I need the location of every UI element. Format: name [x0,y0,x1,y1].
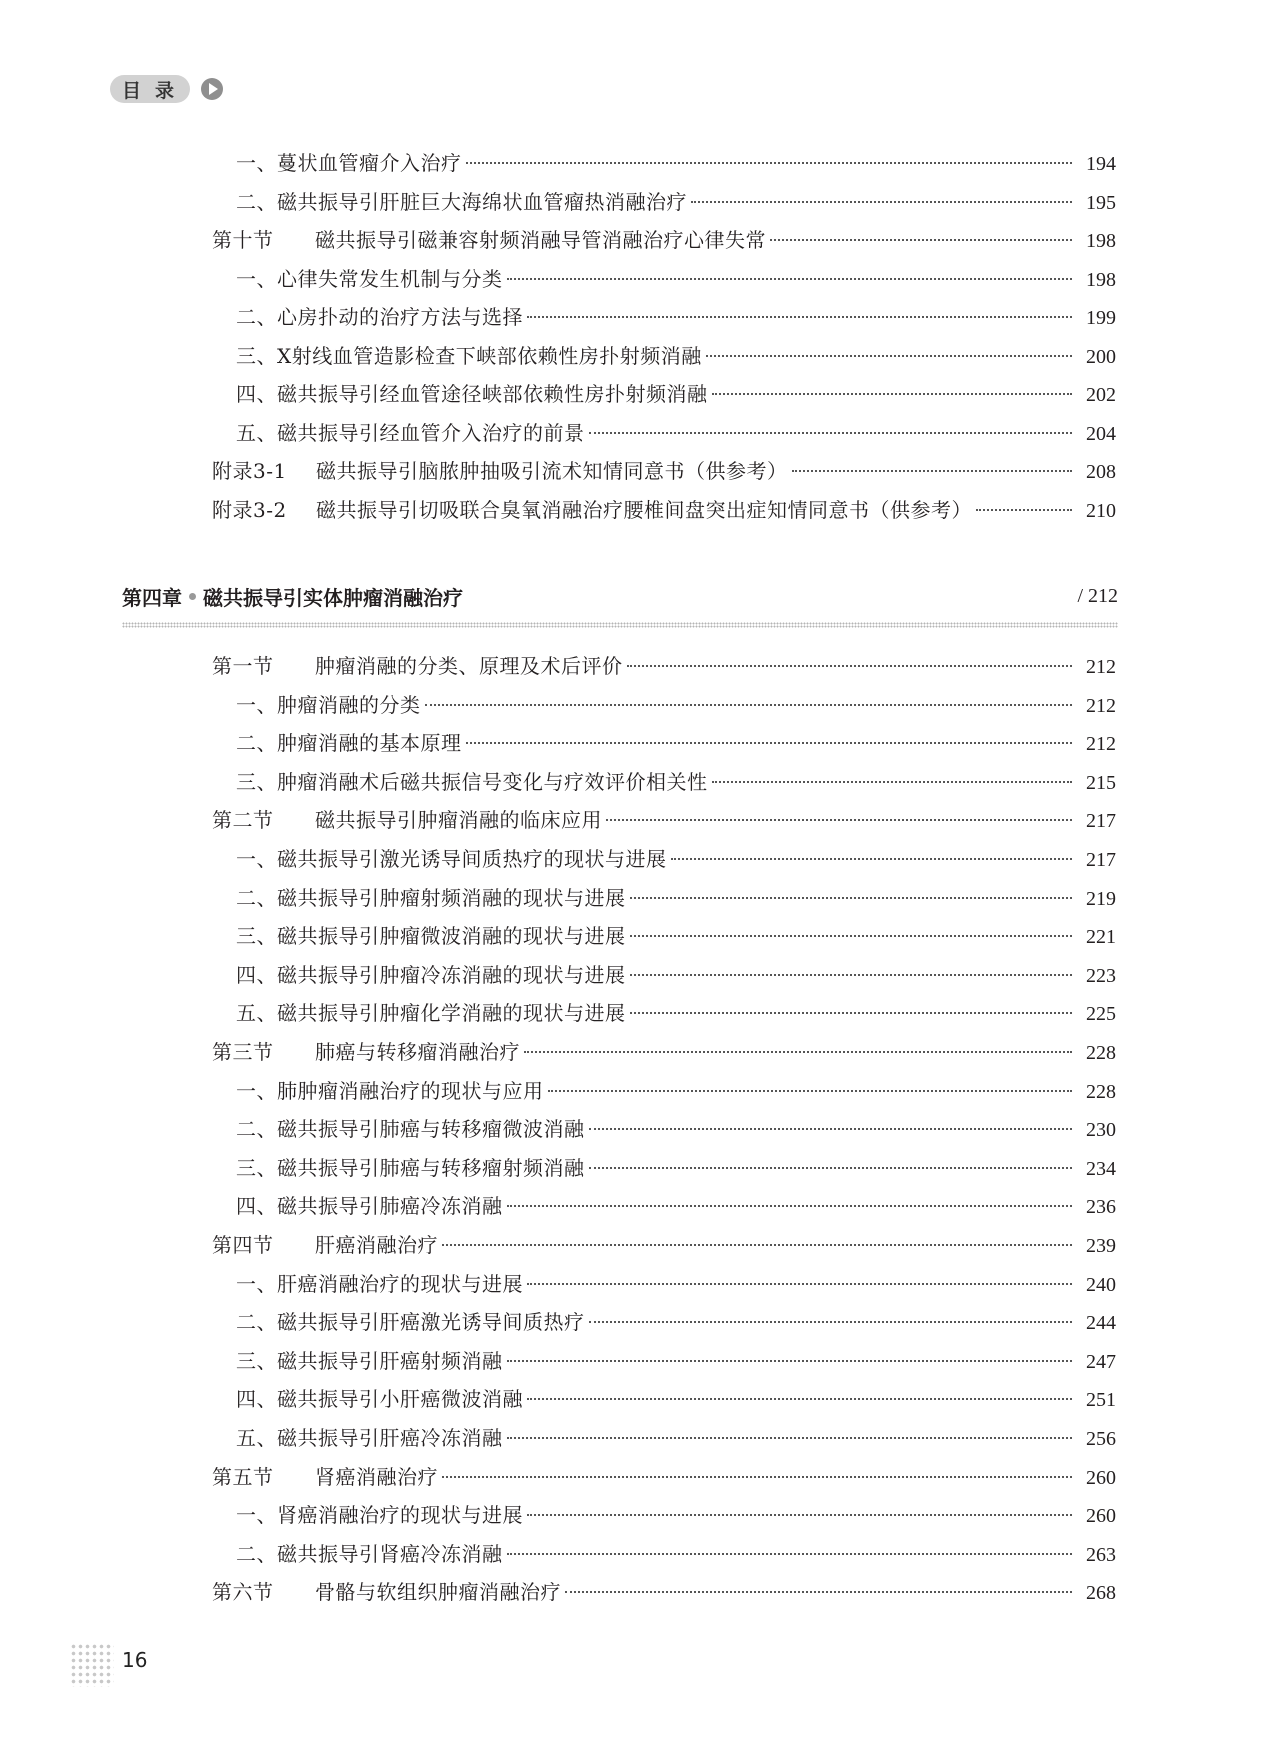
toc-entry-title [236,341,702,371]
toc-entry-page: 228 [1086,1080,1116,1103]
toc-header-label: 目录 [110,75,190,103]
toc-entry-number: 第三节 [212,1040,274,1064]
toc-entry-page: 198 [1086,268,1116,291]
toc-entry-text: 磁共振导引切吸联合臭氧消融治疗腰椎间盘突出症知情同意书（供参考） [316,497,972,522]
toc-entry-number: 附录3-1 [212,459,287,483]
toc-entry-title [236,844,667,874]
page-number: 16 [122,1648,148,1672]
toc-entry[interactable] [0,998,1280,1028]
toc-entry-text: 二、磁共振导引肾癌冷冻消融 [236,1541,503,1566]
toc-entry-text: 一、肝癌消融治疗的现状与进展 [236,1271,523,1296]
toc-entry[interactable] [0,187,1280,217]
toc-entry-page: 239 [1086,1235,1116,1257]
toc-entry[interactable] [0,1114,1280,1144]
toc-entry-title [236,1500,523,1530]
toc-entry[interactable] [0,1076,1280,1106]
toc-entry-text: 三、X射线血管造影检查下峡部依赖性房扑射频消融 [236,343,702,368]
toc-entry[interactable] [0,456,1280,486]
toc-entry[interactable] [0,960,1280,990]
toc-entry[interactable] [0,1500,1280,1530]
dot-leader [630,897,1073,899]
toc-entry[interactable] [0,1462,1280,1492]
toc-entry[interactable] [0,225,1280,255]
dot-leader [630,1012,1073,1014]
toc-entry-number: 第十节 [212,228,274,252]
toc-entry-title [236,767,708,797]
toc-entry-title [212,225,766,255]
toc-entry-number: 附录3-2 [212,497,287,522]
dot-leader [589,432,1073,434]
toc-entry[interactable] [0,418,1280,448]
toc-entry-page: 195 [1086,191,1116,214]
dot-leader [507,1360,1073,1362]
chapter-title: 磁共振导引实体肿瘤消融治疗 [203,585,463,610]
dot-leader [712,781,1073,783]
toc-entry-title [212,495,972,525]
dot-leader [425,704,1073,706]
toc-entry-page: 219 [1086,887,1116,910]
toc-entry-title [236,1114,585,1144]
dot-leader [442,1244,1072,1246]
toc-entry-text: 三、磁共振导引肺癌与转移瘤射频消融 [236,1155,585,1180]
toc-entry-title [236,1191,503,1221]
toc-entry-page: 251 [1086,1389,1116,1412]
toc-entry-page: 199 [1086,307,1116,329]
play-arrow-icon [201,78,223,100]
toc-entry-page: 210 [1086,499,1116,522]
toc-entry-text: 肝癌消融治疗 [315,1233,438,1257]
toc-entry-title [212,456,788,486]
toc-entry-title [236,1423,503,1453]
dot-leader [589,1321,1073,1323]
toc-entry-text: 四、磁共振导引肺癌冷冻消融 [236,1194,503,1219]
toc-entry[interactable] [0,1153,1280,1183]
toc-entry[interactable] [0,844,1280,874]
toc-entry-title [212,1230,438,1260]
toc-entry-text: 肾癌消融治疗 [315,1464,438,1489]
toc-entry-title [212,1577,561,1607]
dot-leader [507,278,1073,280]
toc-entry-page: 240 [1086,1273,1116,1296]
toc-entry[interactable] [0,883,1280,913]
dot-leader [466,162,1073,164]
toc-entry-number: 第四节 [212,1233,274,1257]
toc-entry-title [212,1462,438,1492]
toc-entry-text: 肿瘤消融的分类、原理及术后评价 [315,654,623,678]
toc-entry-text: 磁共振导引磁兼容射频消融导管消融治疗心律失常 [315,228,766,252]
toc-entry[interactable] [0,805,1280,835]
toc-entry-text: 五、磁共振导引肝癌冷冻消融 [236,1426,503,1450]
toc-entry-page: 247 [1086,1350,1116,1373]
toc-entry[interactable] [0,921,1280,951]
dot-leader [507,1437,1073,1439]
toc-entry-text: 三、磁共振导引肝癌射频消融 [236,1348,503,1373]
toc-entry-text: 二、肿瘤消融的基本原理 [236,731,462,756]
toc-entry[interactable] [0,1307,1280,1337]
dot-leader [671,858,1073,860]
dot-leader [527,1398,1072,1400]
toc-entry[interactable] [0,1346,1280,1376]
toc-entry-title [236,418,585,448]
toc-entry-page: 200 [1086,345,1116,368]
toc-entry-text: 肺癌与转移瘤消融治疗 [315,1040,520,1064]
toc-entry[interactable] [0,1577,1280,1607]
dot-leader [527,1514,1072,1516]
toc-entry-title [236,379,708,409]
toc-entry-title [236,1269,523,1299]
toc-entry-number: 第六节 [212,1580,274,1605]
toc-entry[interactable] [0,1539,1280,1569]
toc-entry-title [236,148,462,178]
dot-leader [589,1128,1073,1130]
toc-entry-text: 四、磁共振导引肿瘤冷冻消融的现状与进展 [236,962,626,987]
dot-leader [548,1090,1073,1092]
toc-entry-page: 260 [1086,1466,1116,1489]
toc-entry-text: 五、磁共振导引肿瘤化学消融的现状与进展 [236,1001,626,1026]
toc-entry-page: 228 [1086,1042,1116,1064]
toc-entry-text: 四、磁共振导引经血管途径峡部依赖性房扑射频消融 [236,382,708,406]
footer-dot-pattern [70,1643,114,1687]
dot-leader [466,742,1073,744]
toc-entry-text: 二、磁共振导引肝脏巨大海绵状血管瘤热消融治疗 [236,189,687,214]
toc-entry-title [236,728,462,758]
toc-entry[interactable] [0,1384,1280,1414]
toc-entry-page: 215 [1086,771,1116,794]
chapter-divider [122,622,1118,628]
toc-entry-number: 第五节 [212,1464,274,1489]
toc-entry-page: 244 [1086,1312,1116,1335]
dot-leader [507,1553,1073,1555]
dot-leader [691,201,1072,203]
toc-entry[interactable] [0,767,1280,797]
toc-entry-title [236,187,687,217]
toc-entry-number: 第一节 [212,654,274,678]
toc-entry-text: 二、磁共振导引肝癌激光诱导间质热疗 [236,1310,585,1335]
chapter-number: 第四章 [122,585,182,610]
toc-entry[interactable] [0,264,1280,294]
toc-entry[interactable] [0,651,1280,681]
toc-entry-text: 五、磁共振导引经血管介入治疗的前景 [236,420,585,445]
toc-entry[interactable] [0,1191,1280,1221]
toc-entry-title [236,998,626,1028]
toc-entry-text: 二、心房扑动的治疗方法与选择 [236,305,523,329]
dot-leader [527,1283,1072,1285]
chapter-page: / 212 [1077,584,1118,607]
dot-leader [792,470,1073,472]
toc-entry[interactable] [0,1037,1280,1067]
toc-entry-page: 198 [1086,230,1116,252]
toc-entry-page: 202 [1086,384,1116,406]
toc-entry-title [236,883,626,913]
toc-entry-text: 一、肾癌消融治疗的现状与进展 [236,1503,523,1528]
dot-leader [589,1167,1073,1169]
toc-entry[interactable] [0,690,1280,720]
toc-entry-page: 212 [1086,733,1116,756]
dot-leader [630,974,1073,976]
toc-entry-page: 204 [1086,422,1116,445]
toc-entry-text: 一、心律失常发生机制与分类 [236,266,503,291]
toc-entry-page: 234 [1086,1157,1116,1180]
dot-leader [507,1205,1073,1207]
toc-entry-title [236,960,626,990]
dot-leader [712,393,1073,395]
toc-entry[interactable] [0,495,1280,525]
toc-entry-text: 骨骼与软组织肿瘤消融治疗 [315,1580,561,1605]
toc-entry-title [236,264,503,294]
toc-entry-title [236,1076,544,1106]
toc-entry-page: 208 [1086,461,1116,483]
toc-entry[interactable] [0,728,1280,758]
toc-entry-title [236,1346,503,1376]
toc-entry-text: 一、蔓状血管瘤介入治疗 [236,151,462,175]
toc-entry-number: 第二节 [212,808,274,833]
toc-entry-page: 230 [1086,1119,1116,1142]
toc-entry-text: 一、磁共振导引激光诱导间质热疗的现状与进展 [236,847,667,871]
toc-entry-page: 223 [1086,964,1116,987]
toc-entry-title [236,921,626,951]
bullet-dot-icon [189,593,196,600]
dot-leader [565,1591,1072,1593]
toc-entry-title [212,651,623,681]
toc-entry-page: 260 [1086,1505,1116,1528]
dot-leader [706,355,1072,357]
toc-entry-text: 一、肺肿瘤消融治疗的现状与应用 [236,1078,544,1103]
toc-entry-page: 236 [1086,1196,1116,1219]
toc-entry-page: 268 [1086,1582,1116,1605]
toc-entry[interactable] [0,148,1280,178]
toc-entry[interactable] [0,341,1280,371]
chapter-heading[interactable] [122,578,1118,614]
toc-entry-title [236,302,523,332]
toc-entry[interactable] [0,379,1280,409]
dot-leader [630,935,1073,937]
toc-entry[interactable] [0,1423,1280,1453]
dot-leader [976,509,1072,511]
dot-leader [524,1051,1072,1053]
toc-entry-text: 二、磁共振导引肺癌与转移瘤微波消融 [236,1117,585,1142]
toc-entry-page: 221 [1086,926,1116,949]
toc-entry-title [212,1037,520,1067]
toc-entry-title [236,1539,503,1569]
toc-entry-page: 256 [1086,1428,1116,1450]
toc-entry-page: 263 [1086,1543,1116,1566]
toc-entry-text: 三、磁共振导引肿瘤微波消融的现状与进展 [236,924,626,949]
toc-entry-page: 212 [1086,694,1116,717]
dot-leader [527,316,1072,318]
dot-leader [770,239,1072,241]
toc-entry-title [212,805,602,835]
toc-entry-text: 磁共振导引脑脓肿抽吸引流术知情同意书（供参考） [316,459,788,483]
toc-entry-page: 217 [1086,810,1116,833]
toc-entry-text: 二、磁共振导引肿瘤射频消融的现状与进展 [236,885,626,910]
dot-leader [606,819,1072,821]
toc-entry[interactable] [0,1230,1280,1260]
toc-entry-text: 一、肿瘤消融的分类 [236,692,421,717]
toc-entry-page: 225 [1086,1003,1116,1026]
toc-entry-page: 217 [1086,849,1116,871]
toc-entry-page: 194 [1086,153,1116,175]
dot-leader [442,1476,1072,1478]
toc-entry-title [236,1153,585,1183]
toc-entry-text: 三、肿瘤消融术后磁共振信号变化与疗效评价相关性 [236,769,708,794]
toc-entry[interactable] [0,1269,1280,1299]
toc-entry-text: 四、磁共振导引小肝癌微波消融 [236,1387,523,1412]
toc-entry-title [236,1384,523,1414]
toc-entry-title [236,1307,585,1337]
toc-entry-text: 磁共振导引肿瘤消融的临床应用 [315,808,602,833]
toc-entry[interactable] [0,302,1280,332]
dot-leader [627,665,1073,667]
toc-entry-title [236,690,421,720]
toc-entry-page: 212 [1086,656,1116,678]
